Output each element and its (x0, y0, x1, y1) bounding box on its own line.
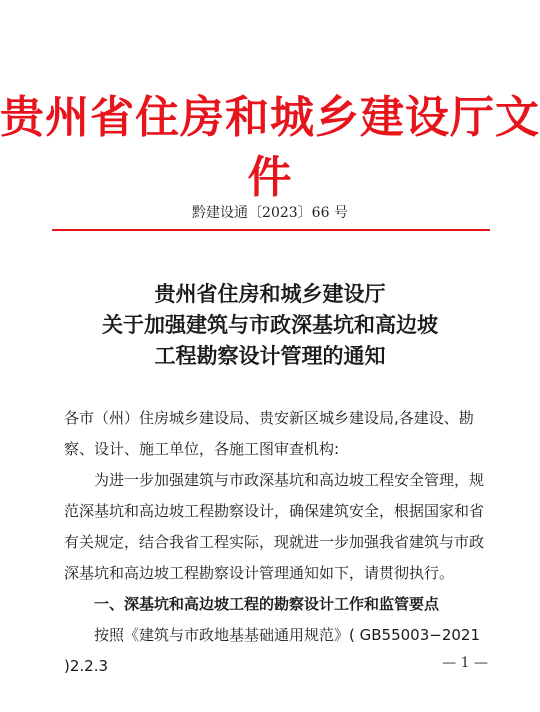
document-body (64, 403, 488, 682)
title-line-1: 贵州省住房和城乡建设厅 (154, 281, 386, 306)
intro-paragraph: 为进一步加强建筑与市政深基坑和高边坡工程安全管理，规范深基坑和高边坡工程勘察设计，确保建筑安全，根据国家和省有关规定，结合我省工程实际，现就进一步加强我省建筑与市政深基坑和高边坡工程勘察设计管理通知如下，请贯彻执行。 (64, 471, 485, 582)
document-title (0, 278, 540, 371)
red-divider-line (52, 229, 490, 231)
document-number: 黔建设通〔2023〕66 号 (192, 205, 348, 221)
section-1-paragraph: 按照《建筑与市政地基基础通用规范》( GB55003−2021 )2.2.3 (64, 626, 480, 675)
title-line-2: 关于加强建筑与市政深基坑和高边坡 (102, 312, 438, 337)
title-line-3: 工程勘察设计管理的通知 (154, 343, 386, 368)
issuer-masthead: 贵州省住房和城乡建设厅文件 (0, 92, 540, 203)
page-number: — 1 — (442, 655, 488, 671)
addressee-paragraph: 各市（州）住房城乡建设局、贵安新区城乡建设局,各建设、勘察、设计、施工单位，各施工图审查机构: (64, 409, 474, 458)
section-1-heading: 一、深基坑和高边坡工程的勘察设计工作和监管要点 (94, 595, 440, 613)
